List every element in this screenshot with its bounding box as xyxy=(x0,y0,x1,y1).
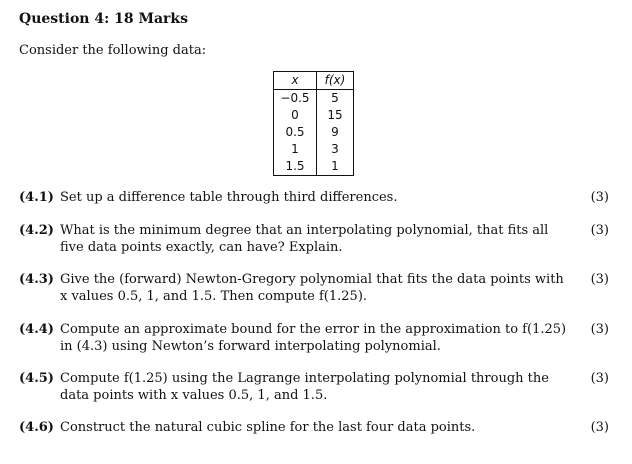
table-header-row xyxy=(274,72,354,90)
cell-x: 0.5 xyxy=(274,124,317,141)
table-row xyxy=(274,90,354,108)
question-text: What is the minimum degree that an interpolating polynomial, that fits all five data points exactly, can have? Explain. xyxy=(60,223,549,255)
question-number: (4.5) xyxy=(19,371,54,386)
data-table xyxy=(273,71,354,176)
table-row xyxy=(274,141,354,158)
question-marks: (3) xyxy=(590,371,609,386)
question-number: (4.6) xyxy=(19,420,54,435)
question-number: (4.3) xyxy=(19,272,54,287)
question-marks: (3) xyxy=(590,190,609,205)
header-fx: f(x) xyxy=(317,72,354,90)
question-text: Construct the natural cubic spline for the last four data points. xyxy=(60,420,476,435)
cell-fx: 1 xyxy=(317,158,354,176)
question-marks: (3) xyxy=(590,223,609,238)
cell-x: 0 xyxy=(274,107,317,124)
table-row xyxy=(274,124,354,141)
question-marks: (3) xyxy=(590,272,609,287)
question-text: Set up a difference table through third differences. xyxy=(60,190,398,205)
question-marks: (3) xyxy=(590,322,609,337)
question-marks: (3) xyxy=(590,420,609,435)
cell-fx: 5 xyxy=(317,90,354,108)
table-row xyxy=(274,107,354,124)
question-text: Compute an approximate bound for the error in the approximation to f(1.25) in (4.3) using Newton’s forward interpolating polynomial. xyxy=(60,322,567,354)
cell-x: 1 xyxy=(274,141,317,158)
cell-fx: 15 xyxy=(317,107,354,124)
question-text: Compute f(1.25) using the Lagrange interpolating polynomial through the data points with x values 0.5, 1, and 1.5. xyxy=(60,371,549,403)
question-number: (4.4) xyxy=(19,322,54,337)
question-number: (4.2) xyxy=(19,223,54,238)
cell-x: −0.5 xyxy=(274,90,317,108)
cell-fx: 3 xyxy=(317,141,354,158)
question-text: Give the (forward) Newton-Gregory polynomial that fits the data points with x values 0.5, 1, and 1.5. Then compute f(1.25). xyxy=(60,272,564,304)
header-x: x xyxy=(274,72,317,90)
cell-fx: 9 xyxy=(317,124,354,141)
table-row xyxy=(274,158,354,176)
question-title: Question 4: 18 Marks xyxy=(19,11,189,27)
cell-x: 1.5 xyxy=(274,158,317,176)
intro-text: Consider the following data: xyxy=(19,43,207,58)
question-number: (4.1) xyxy=(19,190,54,205)
